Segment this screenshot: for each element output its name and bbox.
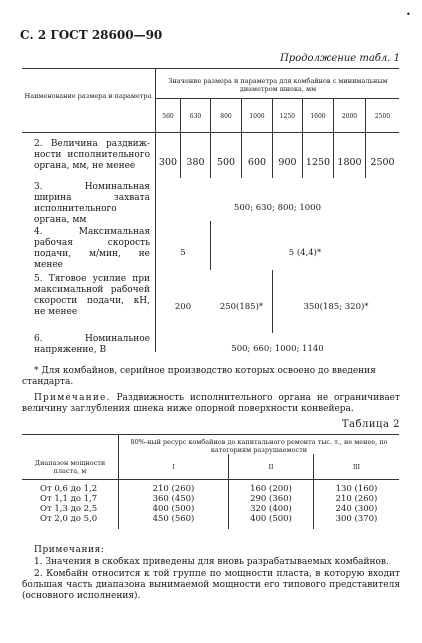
table-cell: 160 (200) — [250, 484, 292, 494]
category-header: I — [172, 464, 175, 471]
table-cell: 500; 630; 800; 1000 — [233, 203, 321, 213]
row-label: 4. Максимальная рабочая скорость подачи, м/мин, не менее — [34, 227, 150, 270]
table-cell: 210 (260) — [335, 494, 378, 504]
page-header: С. 2 ГОСТ 28600—90 — [20, 28, 163, 42]
diameter-header: 1000 — [249, 113, 265, 120]
table-cell: 5 (4,4)* — [288, 248, 322, 258]
diameter-header: 800 — [220, 113, 232, 120]
table-cell: 290 (360) — [250, 494, 292, 504]
table-cell: 300 — [158, 157, 178, 168]
table-cell: 240 (300) — [335, 504, 378, 514]
page-mark: • — [406, 10, 411, 19]
table-cell: 500 — [216, 157, 236, 168]
table-cell: 2500 — [370, 157, 395, 168]
footnote: * Для комбайнов, серийное производство которых освоено до введения стандарта. — [22, 366, 376, 387]
diameter-header: 630 — [189, 113, 202, 120]
table-cell: 5 — [180, 248, 186, 258]
category-header: II — [268, 464, 274, 471]
table-cell: 360 (450) — [152, 494, 195, 504]
diameter-header: 560 — [162, 113, 174, 120]
table-cell: 320 (400) — [250, 504, 292, 514]
table-cell: 350(185; 320)* — [303, 302, 369, 312]
table-cell: От 1,3 до 2,5 — [40, 504, 98, 514]
table-cell: 210 (260) — [152, 484, 195, 494]
range-column-header: Диапазон мощности пласта, м — [34, 459, 106, 475]
table-cell: 1800 — [337, 157, 362, 168]
param-column-header: Наименование размера и параметра — [24, 92, 152, 100]
diameter-header: 2500 — [374, 113, 391, 120]
table-cell: 250(185)* — [219, 302, 264, 312]
diameter-header: 1250 — [279, 113, 296, 120]
table-cell: 1250 — [305, 157, 331, 168]
row-label: 2. Величина раздвиж-ности исполнительного органа, мм, не менее — [34, 139, 150, 171]
diameter-header: 2000 — [341, 113, 358, 120]
diameter-group-header: Значение размера и параметра для комбайнов с минимальным диаметром шнека, мм — [168, 77, 388, 93]
table-continuation-label: Продолжение табл. 1 — [280, 53, 400, 64]
table-cell: 400 (500) — [152, 504, 195, 514]
note-label: Примечание. — [34, 393, 111, 403]
row-label: 5. Тяговое усилие при максимальной рабочей скорости подачи, кН, не менее — [34, 274, 150, 317]
note — [22, 393, 400, 415]
table-cell: 450 (560) — [152, 514, 195, 524]
note-text: Раздвижность исполнительного органа не ограничивает величину заглубления шнека ниже опорной поверхности конвейера. — [22, 393, 400, 414]
diameter-header: 1600 — [310, 113, 326, 120]
note-item: 1. Значения в скобках приведены для вновь разрабатываемых комбайнов. — [34, 557, 389, 567]
table-cell: 300 (370) — [335, 514, 378, 524]
table-cell: 900 — [278, 157, 297, 168]
table-cell: От 1,1 до 1,7 — [40, 494, 98, 504]
note-item: 2. Комбайн относится к той группе по мощности пласта, в которую входит большая часть диапазона вынимаемой мощности его типового представителя (основного исполнения). — [22, 569, 400, 601]
notes-title: Примечания: — [34, 545, 105, 555]
table-cell: 400 (500) — [250, 514, 292, 524]
table-cell: От 2,0 до 5,0 — [40, 514, 98, 524]
row-label: 3. Номинальная ширина захвата исполнительного органа, мм — [34, 182, 150, 225]
category-header: III — [352, 464, 361, 471]
table-cell: 380 — [186, 157, 205, 168]
table2-title: Таблица 2 — [341, 419, 400, 430]
row-label: 6. Номинальное напряжение, В — [34, 334, 150, 355]
table-cell: 500; 660; 1000; 1140 — [231, 344, 324, 354]
resource-group-header: 80%-ный ресурс комбайнов до капитального ремонта тыс. т., не менее, по категориям разрушаемости — [130, 438, 388, 454]
table-cell: 600 — [247, 157, 267, 168]
table-cell: 200 — [174, 302, 192, 312]
table-cell: 130 (160) — [335, 484, 378, 494]
table-cell: От 0,6 до 1,2 — [40, 484, 98, 494]
